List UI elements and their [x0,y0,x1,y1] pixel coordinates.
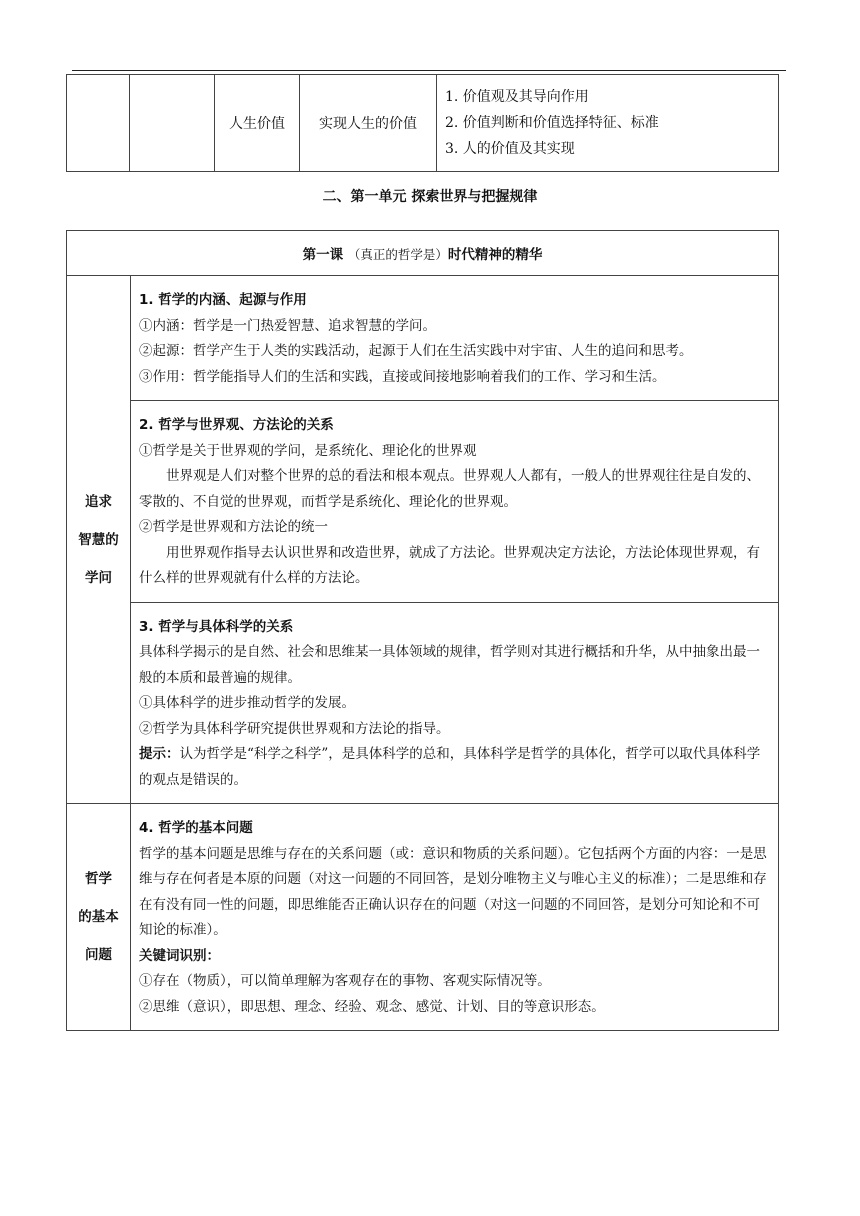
point-heading: 2. 哲学与世界观、方法论的关系 [139,417,334,433]
text-line: ②起源：哲学产生于人类的实践活动，起源于人们在生活实践中对宇宙、人生的追问和思考。 [139,343,693,359]
table-row [67,401,779,603]
paragraph: 具体科学揭示的是自然、社会和思维某一具体领域的规律，哲学则对其进行概括和升华，从中抽象出最一般的本质和最普遍的规律。 [139,644,760,686]
content-cell [131,602,779,804]
paragraph: 哲学的基本问题是思维与存在的关系问题（或：意识和物质的关系问题）。它包括两个方面的内容：一是思维与存在何者是本原的问题（对这一问题的不同回答，是划分唯物主义与唯心主义的标准）；二是思维和存在有没有同一性的问题，即思维能否正确认识存在的问题（对这一问题的不同回答，是划分可知论和不可知论的标准）。 [139,845,767,938]
content-cell [131,401,779,603]
table-row [67,231,779,276]
text-line: ①内涵：哲学是一门热爱智慧、追求智慧的学问。 [139,317,436,334]
keyword-label: 关键词识别： [139,947,220,964]
note-text: 认为哲学是“科学之科学”，是具体科学的总和，具体科学是哲学的具体化，哲学可以取代具体科学的观点是错误的。 [139,746,761,788]
table-row [67,75,779,172]
list-item: 1. 价值观及其导向作用 [445,89,589,105]
empty-cell [67,75,130,172]
topic-cell: 人生价值 [215,75,300,172]
lesson-table [66,230,779,1031]
lesson-number: 第一课 [302,247,344,263]
table-row [67,602,779,804]
text-line: ②哲学为具体科学研究提供世界观和方法论的指导。 [139,720,450,737]
text-line: ①具体科学的进步推动哲学的发展。 [139,695,355,711]
group-label: 哲学 的基本 问题 [67,804,131,1031]
text-line: ③作用：哲学能指导人们的生活和实践，直接或间接地影响着我们的工作、学习和生活。 [139,368,666,385]
empty-cell [130,75,215,172]
paragraph: 用世界观作指导去认识世界和改造世界，就成了方法论。世界观决定方法论，方法论体现世界观，有什么样的世界观就有什么样的方法论。 [139,544,760,586]
previous-table [66,74,779,172]
subtopic-cell: 实现人生的价值 [300,75,437,172]
table-row [67,276,779,401]
paragraph: 世界观是人们对整个世界的总的看法和根本观点。世界观人人都有，一般人的世界观往往是自发的、零散的、不自觉的世界观，而哲学是系统化、理论化的世界观。 [139,468,760,510]
note [139,742,770,793]
note-label: 提示： [139,746,180,762]
text-line: ①哲学是关于世界观的学问，是系统化、理论化的世界观 [139,442,477,459]
list-item: 2. 价值判断和价值选择特征、标准 [445,115,659,131]
text-line: ①存在（物质），可以简单理解为客观存在的事物、客观实际情况等。 [139,973,551,989]
content-cell [131,276,779,401]
text-line: ②哲学是世界观和方法论的统一 [139,519,328,535]
section-heading: 二、第一单元 探索世界与把握规律 [322,189,538,205]
point-heading: 4. 哲学的基本问题 [139,820,253,836]
point-heading: 1. 哲学的内涵、起源与作用 [139,292,307,308]
point-heading: 3. 哲学与具体科学的关系 [139,618,294,635]
list-item: 3. 人的价值及其实现 [445,141,575,157]
lesson-title [67,231,779,276]
text-line: ②思维（意识），即思想、理念、经验、观念、感觉、计划、目的等意识形态。 [139,998,605,1015]
points-cell [437,75,779,172]
group-label: 追求 智慧的 学问 [67,276,131,804]
lesson-subtitle-paren: （真正的哲学是） [347,247,448,262]
lesson-name: 时代精神的精华 [447,247,543,263]
content-cell [131,804,779,1031]
table-row [67,804,779,1031]
header-rule [72,70,786,71]
